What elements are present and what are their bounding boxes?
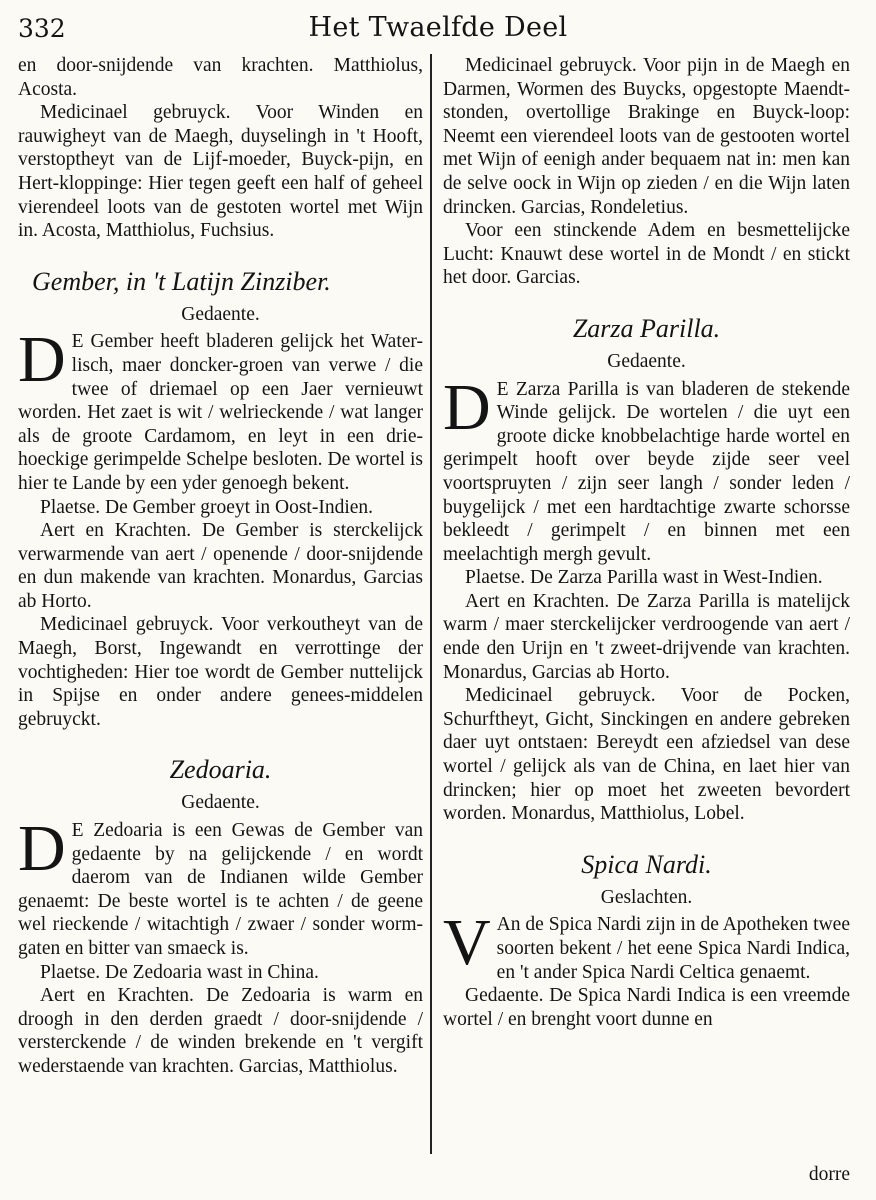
zarza-plaetse: Plaetse. De Zarza Parilla wast in West-Indien.	[465, 567, 823, 589]
medicinal-use-paragraph: Medicinael gebruyck. Voor pijn in de Maegh en Darmen, Wormen des Buycks, opgestopte Maendt-stonden, overtollige Brakinge en Buyck-loop: Neemt een vierendeel loots van de gestooten wortel met Wijn of eenigh ander bequaem nat in: men kan de selve oock in Wijn op zieden / en die Wijn laten drincken. Garcias, Rondeletius.	[443, 55, 850, 218]
zedoaria-plaetse: Plaetse. De Zedoaria wast in China.	[40, 961, 319, 983]
spica-gedaente: Gedaente. De Spica Nardi Indica is een vreemde wortel / en brenght voort dunne en	[443, 985, 850, 1030]
gember-medicinal: Medicinael gebruyck. Voor verkoutheyt van de Maegh, Borst, Ingewandt en verrottinge der vochtigheden: Hier toe wordt de Gember nuttelijck in Spijse en onder andere genees-middelen gebruyckt.	[18, 614, 423, 730]
drop-cap: D	[443, 370, 491, 444]
section-title-zedoaria: Zedoaria.	[169, 755, 272, 785]
zarza-description-text: E Zarza Parilla is van bladeren de stekende Winde gelijck. De wortelen / die uyt een groote dicke knobbelachtige harde wortel en gerimpelt hooft over beyde zijde seer veel voortspruyten / zijn seer langh / sonder leden / buygelijck / met een hardtachtige zwarte schorsse bekleedt / gerimpelt / en binnen met een meelachtigh mergh gevult.	[443, 378, 850, 565]
catchword: dorre	[808, 1164, 850, 1185]
medicinal-use-paragraph: Medicinael gebruyck. Voor Winden en rauwigheyt van de Maegh, duyselingh in 't Hooft, verstoptheyt van de Lijf-moeder, Buyck-pijn, en Hert-kloppinge: Hier tegen geeft een half of geheel vierendeel loots van de gestoten wortel met Wijn in. Acosta, Matthiolus, Fuchsius.	[18, 102, 423, 242]
page-header	[0, 0, 876, 50]
continued-text: en door-snijdende van krachten. Matthiolus, Acosta.	[18, 55, 423, 100]
section-subtitle-gedaente: Gedaente.	[181, 792, 260, 814]
zedoaria-aert: Aert en Krachten. De Zedoaria is warm en droogh in den derden graedt / door-snijdende / versterckende / de winden brekende en 't vergift wederstaende van krachten. Garcias, Matthiolus.	[18, 985, 423, 1077]
page-number: 332	[18, 14, 66, 43]
section-title-zarza-parilla: Zarza Parilla.	[572, 313, 721, 343]
breath-remedy-paragraph: Voor een stinckende Adem en besmettelijcke Lucht: Knauwt dese wortel in de Mondt / en stickt het door. Garcias.	[443, 220, 850, 289]
column-divider	[430, 54, 432, 1154]
gember-plaetse: Plaetse. De Gember groeyt in Oost-Indien.	[40, 496, 374, 518]
section-title-gember: Gember, in 't Latijn Zinziber.	[32, 266, 331, 296]
gember-description-text: E Gember heeft bladeren gelijck het Water-lisch, maer doncker-groen van verwe / die twee of driemael op een Jaer vernieuwt worden. Het zaet is wit / welrieckende / wat langer als de groote Cardamom, en leyt in een drie-hoeckige gerimpelde Schelpe besloten. De wortel is hier te Lande by een yder genoegh bekent.	[18, 331, 423, 494]
spica-description-text: An de Spica Nardi zijn in de Apotheken twee soorten bekent / het eene Spica Nardi Indica, en 't ander Spica Nardi Celtica genaemt.	[496, 914, 850, 983]
zedoaria-description-text: E Zedoaria is een Gewas de Gember van gedaente by na gelijckende / en wordt daerom van de Indianen wilde Gember genaemt: De beste wortel is te achten / de geene wel rieckende / witachtigh / zwaer / sonder worm-gaten en bitter van smaeck is.	[18, 820, 423, 959]
zedoaria-description	[18, 812, 423, 961]
zarza-medicinal: Medicinael gebruyck. Voor de Pocken, Schurftheyt, Gicht, Sinckingen en andere gebreken daer uyt ontstaen: Bereydt een afziedsel van dese wortel / gelijck als van de China, en laet hier van drincken; hier op moet het zweeten bevordert worden. Monardus, Matthiolus, Lobel.	[443, 685, 850, 825]
drop-cap: D	[18, 323, 66, 397]
drop-cap: D	[18, 812, 66, 886]
right-column	[443, 54, 850, 1031]
spica-description	[443, 906, 850, 984]
section-subtitle-gedaente: Gedaente.	[181, 303, 260, 325]
gember-description	[18, 323, 423, 495]
section-subtitle-geslachten: Geslachten.	[600, 886, 693, 908]
section-subtitle-gedaente: Gedaente.	[607, 350, 686, 372]
gember-aert: Aert en Krachten. De Gember is sterckelijck verwarmende van aert / openende / door-snijdende en dun makende van krachten. Monardus, Garcias ab Horto.	[18, 520, 423, 612]
left-column	[18, 54, 423, 1079]
zarza-description	[443, 370, 850, 567]
section-title-spica-nardi: Spica Nardi.	[581, 849, 712, 879]
running-head: Het Twaelfde Deel	[308, 12, 568, 43]
drop-cap: V	[443, 906, 491, 980]
zarza-aert: Aert en Krachten. De Zarza Parilla is matelijck warm / maer sterckelijcker verdroogende van aert / ende den Urijn en 't zweet-drijvende van krachten. Monardus, Garcias ab Horto.	[443, 590, 850, 683]
